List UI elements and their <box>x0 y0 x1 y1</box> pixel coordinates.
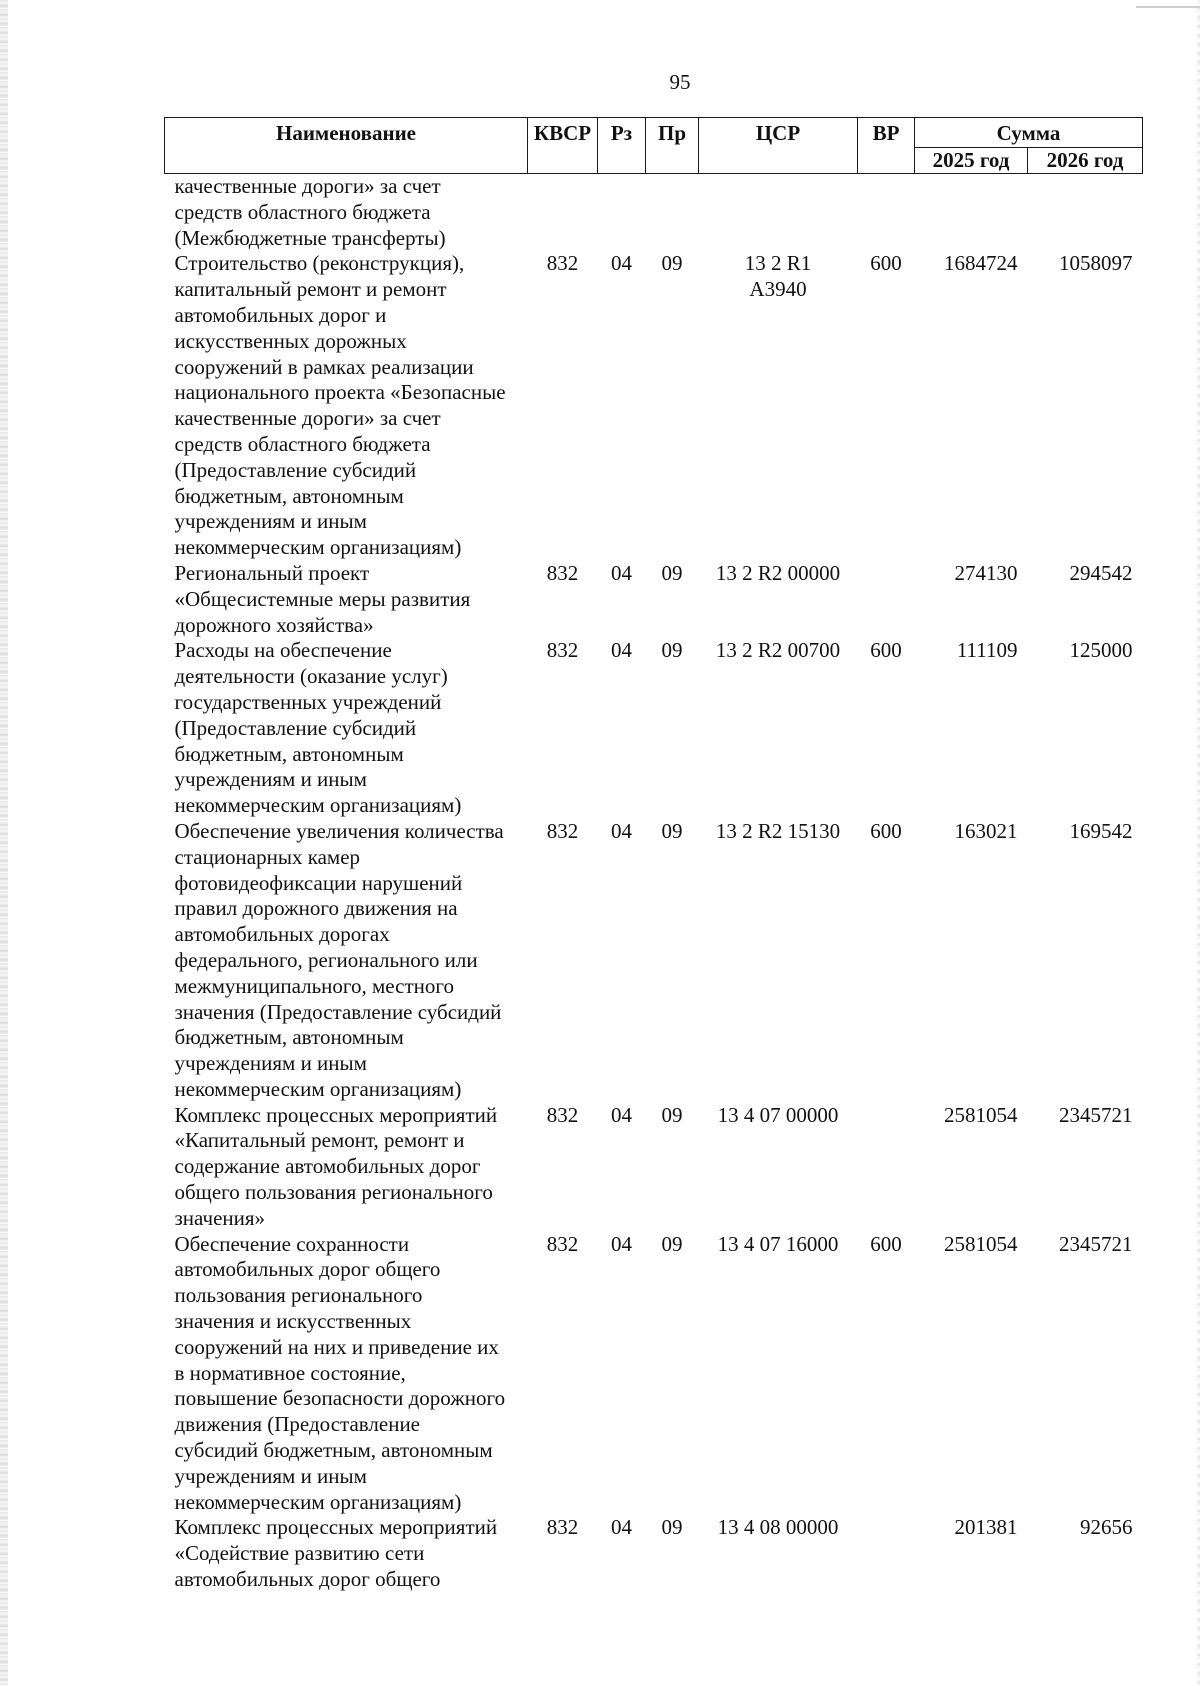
row-sum-2026: 125000 <box>1069 638 1133 663</box>
row-csr: 13 4 07 00000 <box>717 1102 839 1127</box>
table-row <box>165 251 1143 561</box>
row-name: Расходы на обеспечение деятельности (оказание услуг) государственных учреждений (Предоставление субсидий бюджетным, автономным учреждениям и иным некоммерческим организациям) <box>174 638 462 818</box>
row-csr: 13 2 R2 00700 <box>715 638 841 663</box>
header-csr: ЦСР <box>699 118 858 174</box>
row-name: Обеспечение сохранности автомобильных дорог общего пользования регионального значения и искусственных сооружений на них и приведение их в нормативное состояние, повышение безопасности дорожного движения (Предоставление субсидий бюджетным, автономным учреждениям и иным некоммерческим организациям) <box>174 1231 506 1514</box>
row-rz: 04 <box>611 251 632 276</box>
row-sum-2025: 201381 <box>954 1515 1018 1540</box>
row-rz: 04 <box>611 818 632 843</box>
table-row <box>165 1232 1143 1516</box>
row-sum-2025: 274130 <box>954 560 1018 585</box>
row-sum-2026 <box>1028 174 1143 252</box>
row-sum-2026: 92656 <box>1080 1515 1133 1540</box>
row-pr: 09 <box>661 560 683 585</box>
table-row <box>165 174 1143 252</box>
header-name: Наименование <box>165 118 528 174</box>
row-kvsr: 832 <box>546 638 579 663</box>
table-row <box>165 638 1143 819</box>
row-vr <box>858 1103 915 1232</box>
row-csr: 13 4 08 00000 <box>717 1515 839 1540</box>
row-csr: 13 2 R2 15130 <box>715 818 841 843</box>
row-pr: 09 <box>661 638 683 663</box>
row-vr: 600 <box>870 1231 902 1256</box>
row-vr <box>858 174 915 252</box>
row-rz: 04 <box>611 1231 632 1256</box>
row-csr <box>699 174 858 252</box>
row-sum-2025: 2581054 <box>944 1102 1018 1127</box>
table-row <box>165 819 1143 1103</box>
row-pr: 09 <box>661 818 683 843</box>
header-sum: Сумма <box>915 118 1143 148</box>
row-pr: 09 <box>661 1515 683 1540</box>
row-kvsr: 832 <box>546 560 579 585</box>
row-name: Строительство (реконструкция), капитальный ремонт и ремонт автомобильных дорог и искусственных дорожных сооружений в рамках реализации национального проекта «Безопасные качественные дороги» за счет средств областного бюджета (Предоставление субсидий бюджетным, автономным учреждениям и иным некоммерческим организациям) <box>174 251 506 560</box>
header-year-2025: 2025 год <box>915 148 1028 174</box>
table-header <box>165 118 1143 174</box>
table-row <box>165 1515 1143 1592</box>
row-sum-2026: 1058097 <box>1059 251 1133 276</box>
row-csr: 13 4 07 16000 <box>717 1231 839 1256</box>
row-pr <box>646 174 699 252</box>
row-kvsr: 832 <box>546 818 579 843</box>
row-sum-2025: 111109 <box>956 638 1018 663</box>
header-year-2026: 2026 год <box>1028 148 1143 174</box>
row-sum-2025: 163021 <box>954 818 1018 843</box>
row-csr: 13 2 R2 00000 <box>715 560 841 585</box>
row-name: Комплекс процессных мероприятий «Капитальный ремонт, ремонт и содержание автомобильных дорог общего пользования регионального значения» <box>174 1102 498 1230</box>
budget-table <box>164 117 1143 1593</box>
scan-corner-mark <box>1136 6 1200 8</box>
row-sum-2026: 294542 <box>1069 560 1133 585</box>
row-rz <box>598 174 646 252</box>
table-row <box>165 1103 1143 1232</box>
row-sum-2026: 2345721 <box>1059 1102 1133 1127</box>
row-sum-2025: 1684724 <box>944 251 1018 276</box>
header-kvsr: КВСР <box>528 118 598 174</box>
row-kvsr: 832 <box>546 251 579 276</box>
row-rz: 04 <box>611 1102 632 1127</box>
row-vr <box>858 561 915 638</box>
row-vr <box>858 1515 915 1592</box>
row-sum-2026: 169542 <box>1069 818 1133 843</box>
row-name: Комплекс процессных мероприятий «Содействие развитию сети автомобильных дорог общего <box>174 1515 498 1592</box>
row-name: Обеспечение увеличения количества стационарных камер фотовидеофиксации нарушений правил дорожного движения на автомобильных дорогах федерального, регионального или межмуниципального, местного значения (Предоставление субсидий бюджетным, автономным учреждениям и иным некоммерческим организациям) <box>174 818 504 1101</box>
row-kvsr <box>528 174 598 252</box>
page-number: 95 <box>669 70 691 94</box>
row-sum-2025: 2581054 <box>944 1231 1018 1256</box>
header-pr: Пр <box>646 118 699 174</box>
row-kvsr: 832 <box>546 1102 579 1127</box>
row-kvsr: 832 <box>546 1515 579 1540</box>
row-rz: 04 <box>611 560 632 585</box>
table-row <box>165 561 1143 638</box>
header-vr: ВР <box>858 118 915 174</box>
row-rz: 04 <box>611 1515 632 1540</box>
row-name: качественные дороги» за счет средств областного бюджета (Межбюджетные трансферты) <box>174 174 446 250</box>
row-vr: 600 <box>870 818 902 843</box>
row-rz: 04 <box>611 638 632 663</box>
header-rz: Рз <box>598 118 646 174</box>
table-body <box>165 174 1143 1593</box>
row-csr: 13 2 R1 A3940 <box>744 251 812 302</box>
scan-left-edge <box>0 0 8 1686</box>
row-pr: 09 <box>661 251 683 276</box>
row-pr: 09 <box>661 1231 683 1256</box>
row-vr: 600 <box>870 638 902 663</box>
row-sum-2025 <box>915 174 1028 252</box>
row-sum-2026: 2345721 <box>1059 1231 1133 1256</box>
row-vr: 600 <box>870 251 902 276</box>
row-name: Региональный проект «Общесистемные меры развития дорожного хозяйства» <box>174 560 471 637</box>
row-pr: 09 <box>661 1102 683 1127</box>
row-kvsr: 832 <box>546 1231 579 1256</box>
